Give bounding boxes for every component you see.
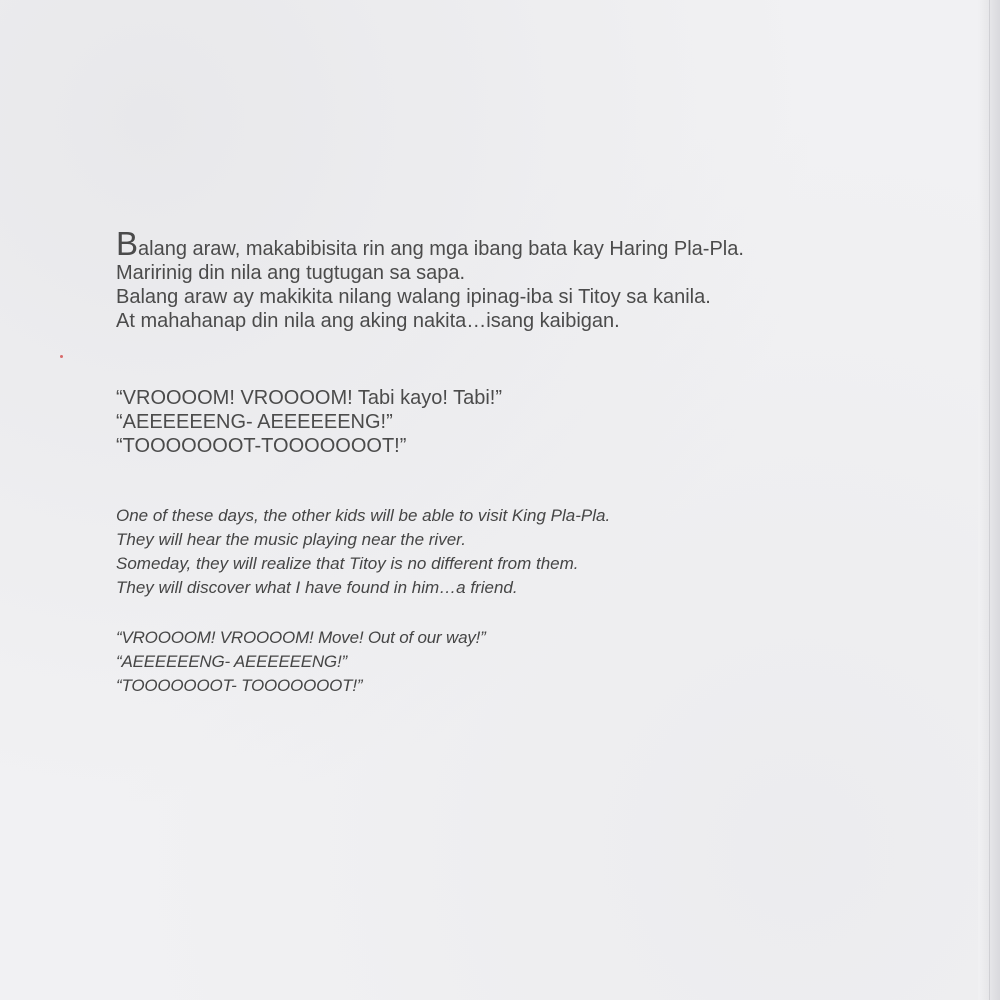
filipino-sound-line-2: “AEEEEEENG- AEEEEEENG!” (116, 411, 393, 433)
english-sound-line-3: “TOOOOOOOT- TOOOOOOOT!” (116, 676, 363, 695)
filipino-paragraph (116, 225, 936, 333)
paper-speck (60, 355, 63, 358)
filipino-line-1-text: alang araw, makabibisita rin ang mga ibang bata kay Haring Pla-Pla. (138, 238, 744, 260)
filipino-line-4: At mahahanap din nila ang aking nakita…isang kaibigan. (116, 310, 620, 332)
filipino-line-3: Balang araw ay makikita nilang walang ipinag-iba si Titoy sa kanila. (116, 286, 711, 308)
english-line-3: Someday, they will realize that Titoy is no different from them. (116, 554, 579, 573)
english-line-1: One of these days, the other kids will be able to visit King Pla-Pla. (116, 506, 611, 525)
filipino-sound-effects (116, 386, 936, 458)
english-line-4: They will discover what I have found in him…a friend. (116, 578, 518, 597)
english-line-2: They will hear the music playing near the river. (116, 530, 466, 549)
filipino-sound-line-3: “TOOOOOOOT-TOOOOOOOT!” (116, 435, 407, 457)
filipino-sound-line-1: “VROOOOM! VROOOOM! Tabi kayo! Tabi!” (116, 387, 503, 409)
page-edge-line (989, 0, 990, 1000)
english-sound-line-2: “AEEEEEENG- AEEEEEENG!” (116, 652, 347, 671)
english-sound-line-1: “VROOOOM! VROOOOM! Move! Out of our way!” (116, 628, 486, 647)
drop-cap-letter: B (116, 225, 139, 262)
filipino-line-2: Maririnig din nila ang tugtugan sa sapa. (116, 262, 466, 284)
filipino-line-1 (116, 225, 936, 262)
english-paragraph (116, 504, 936, 600)
english-sound-effects (116, 626, 936, 698)
